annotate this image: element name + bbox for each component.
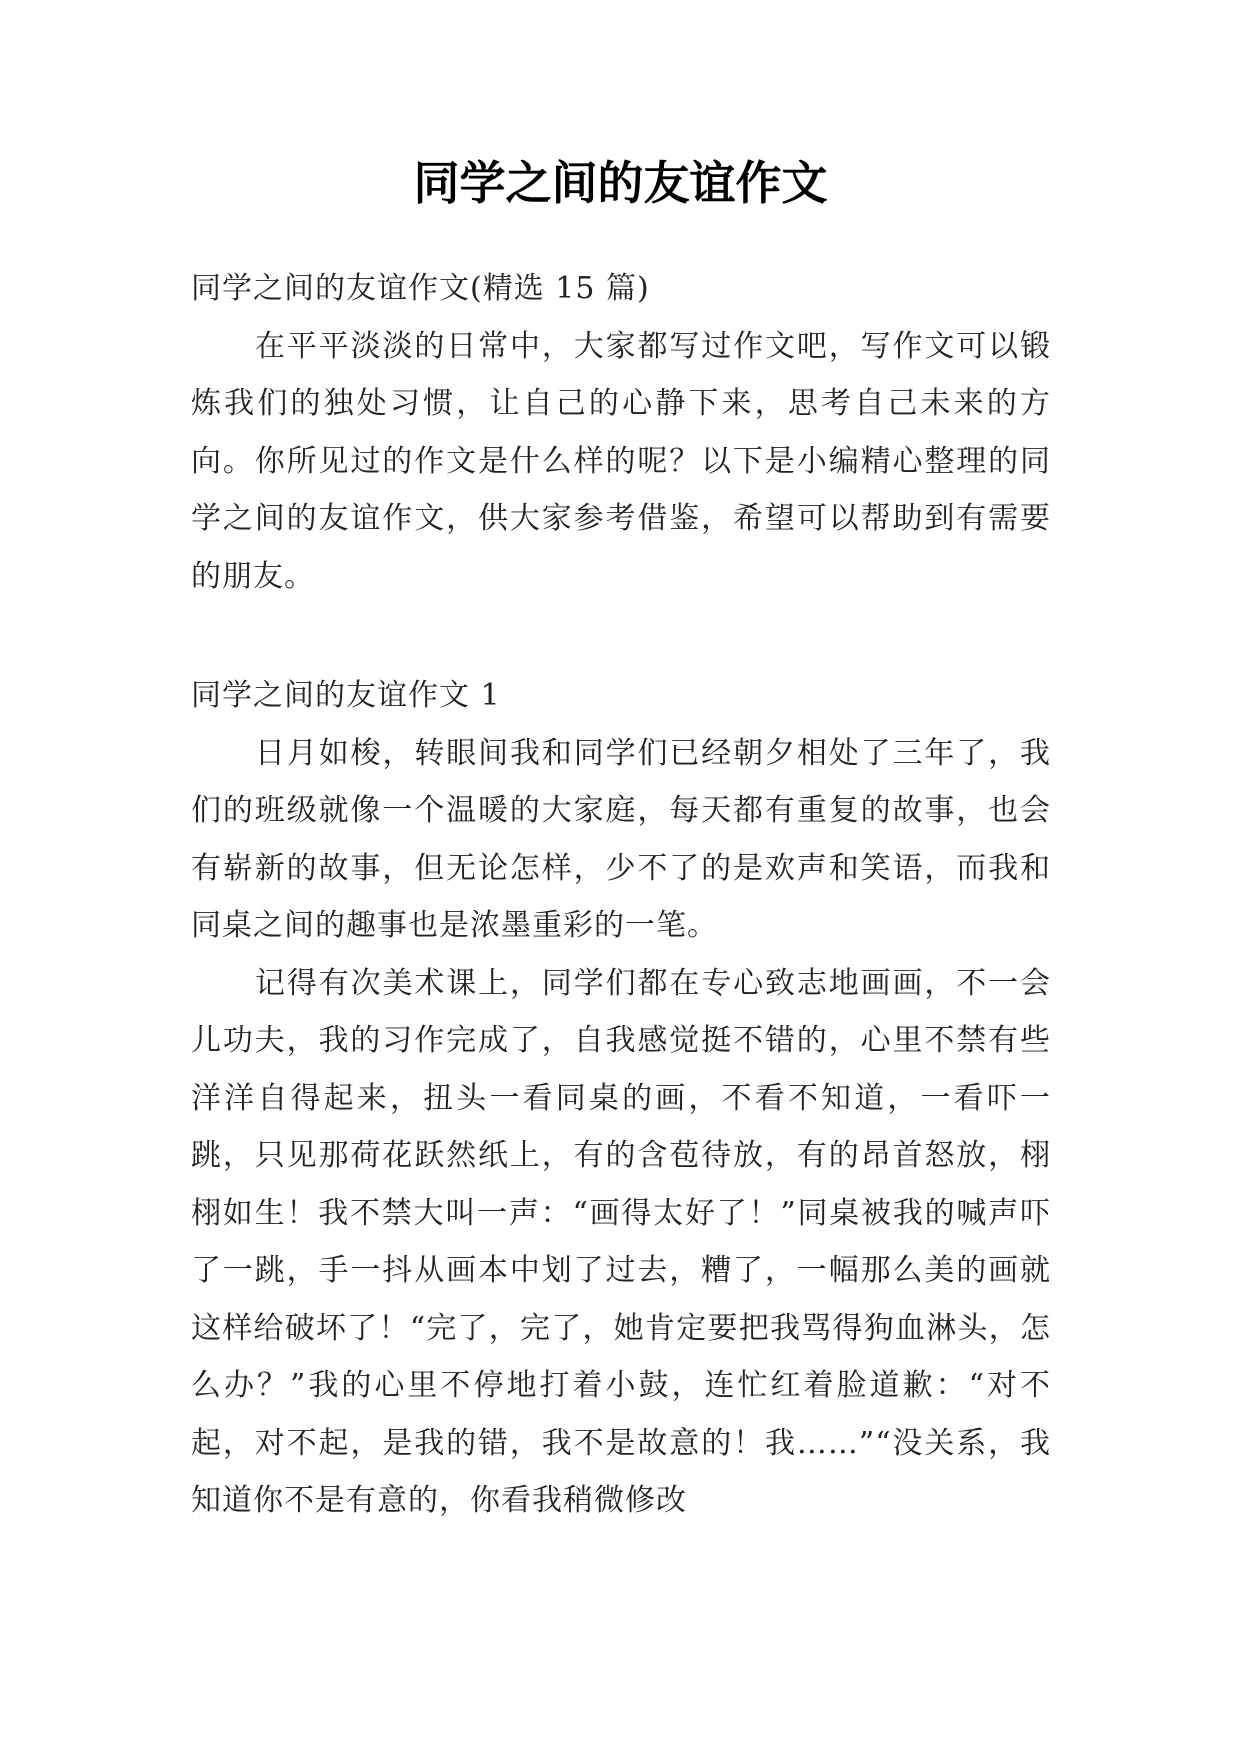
section-1-paragraph-1: 日月如梭，转眼间我和同学们已经朝夕相处了三年了，我们的班级就像一个温暖的大家庭，每天都有重复的故事，也会有崭新的故事，但无论怎样，少不了的是欢声和笑语，而我和同桌之间的趣事也是浓墨重彩的一笔。 xyxy=(191,735,1051,943)
intro-paragraph: 在平平淡淡的日常中，大家都写过作文吧，写作文可以锻炼我们的独处习惯，让自己的心静下来，思考自己未来的方向。你所见过的作文是什么样的呢？以下是小编精心整理的同学之间的友谊作文，供大家参考借鉴，希望可以帮助到有需要的朋友。 xyxy=(191,328,1051,594)
document-body xyxy=(191,260,1051,1530)
page-title: 同学之间的友谊作文 xyxy=(413,156,828,210)
section-spacer xyxy=(191,605,1051,667)
section-1-heading: 同学之间的友谊作文 1 xyxy=(191,678,501,713)
section-1-paragraph-2: 记得有次美术课上，同学们都在专心致志地画画，不一会儿功夫，我的习作完成了，自我感觉挺不错的，心里不禁有些洋洋自得起来，扭头一看同桌的画，不看不知道，一看吓一跳，只见那荷花跃然纸上，有的含苞待放，有的昂首怒放，栩栩如生！我不禁大叫一声：“画得太好了！”同桌被我的喊声吓了一跳，手一抖从画本中划了过去，糟了，一幅那么美的画就这样给破坏了！“完了，完了，她肯定要把我骂得狗血淋头，怎么办？”我的心里不停地打着小鼓，连忙红着脸道歉：“对不起，对不起，是我的错，我不是故意的！我……”“没关系，我知道你不是有意的，你看我稍微修改 xyxy=(191,965,1051,1518)
intro-heading: 同学之间的友谊作文(精选 15 篇) xyxy=(191,271,650,306)
